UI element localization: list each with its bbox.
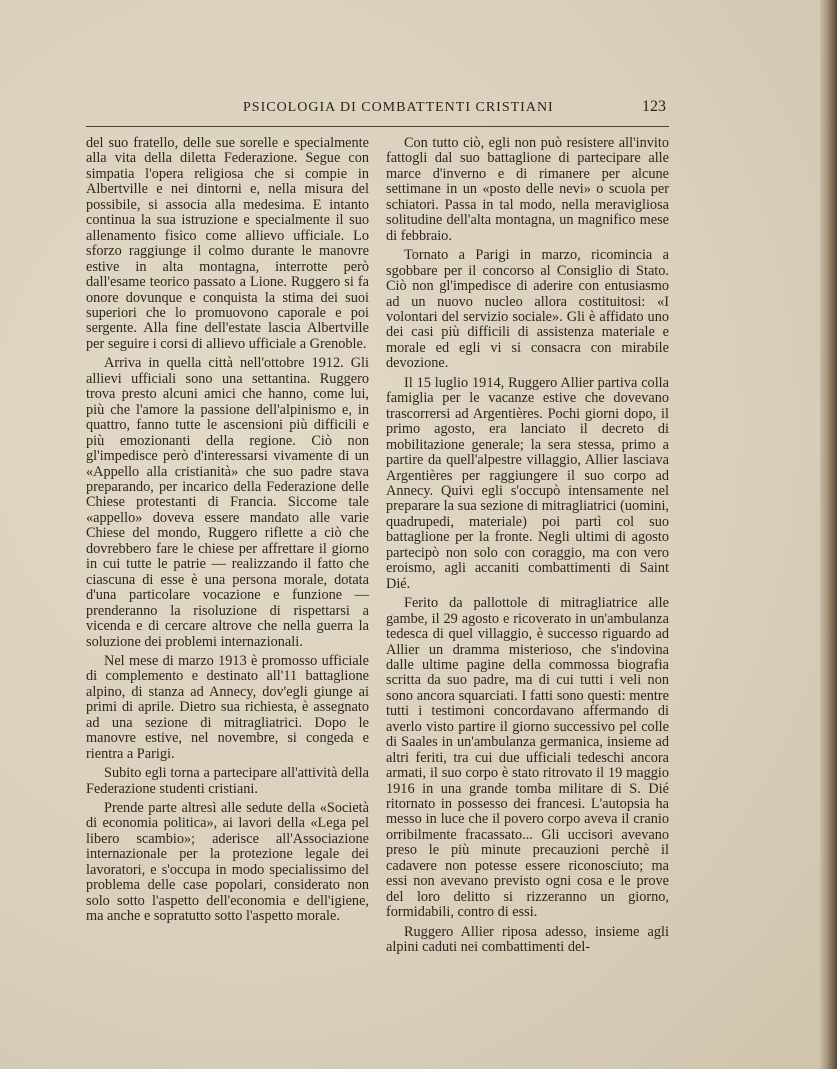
- running-header: [0, 100, 820, 124]
- paragraph: Il 15 luglio 1914, Ruggero Allier partiva colla famiglia per le vacanze estive che dovevano trascorrersi ad Argentières. Pochi giorni dopo, il primo agosto, era lanciato il decreto di mobilitazione generale; la sera stessa, primo a partire da quell'alpestre villaggio, Allier lasciava Argentières per raggiungere il suo corpo ad Annecy. Quivi egli s'occupò intensamente nel preparare la sua sezione di mitragliatrici (uomini, quadrupedi, materiale) poi partì col suo battaglione per la fronte. Negli ultimi di agosto partecipò non solo con coraggio, ma con vero eroismo, agli accaniti combattimenti di Saint Dié.: [386, 374, 669, 592]
- paragraph: Con tutto ciò, egli non può resistere all'invito fattogli dal suo battaglione di partecipare alle marce d'inverno e di rimanere per alcune settimane in un «posto delle nevi» o scuola per schiatori. Passa in tal modo, nella meravigliosa solitudine dell'alta montagna, un magnifico mese di febbraio.: [386, 135, 669, 244]
- paragraph: Arriva in quella città nell'ottobre 1912. Gli allievi ufficiali sono una settantina. Ruggero trova presto alcuni amici che hanno, come lui, più che l'amore la passione dell'alpinismo e, in quattro, fanno tutte le ascensioni più difficili e più emozionanti della regione. Ciò non gl'impedisce però d'interessarsi vivamente di un «Appello alla cristianità» che suo padre stava preparando, per incarico della Federazione delle Chiese protestanti di Francia. Siccome tale «appello» doveva essere mandato alle varie Chiese del mondo, Ruggero riflette a ciò che dovrebbero fare le chiese per affrettare il giorno in cui tutte le patrie — realizzando il fatto che ciascuna di esse è una persona morale, dotata d'una particolare vocazione e funzione — prenderanno la risoluzione di rispettarsi a vicenda e di cercare altrove che nella guerra la soluzione dei problemi internazionali.: [86, 355, 369, 650]
- right-column: [386, 136, 669, 960]
- paragraph: del suo fratello, delle sue sorelle e specialmente alla vita della diletta Federazione. Segue con simpatia l'opera religiosa che si compie in Albertville e nei dintorni e, nella misura del possibile, si associa alla medesima. E intanto continua la sua istruzione e specialmente il suo allenamento fisico come allievo ufficiale. Lo sforzo raggiunge il colmo durante le manovre estive in alta montagna, interrotte però dall'esame teorico passato a Lione. Ruggero si fa onore dovunque e conquista la stima dei suoi superiori che lo promuovono caporale e poi sergente. Alla fine dell'estate lascia Albertville per seguire i corsi di allievo ufficiale a Grenoble.: [86, 135, 369, 352]
- left-column: [86, 136, 369, 929]
- page-edge: [820, 0, 837, 1069]
- header-rule: [86, 126, 669, 127]
- page-number: 123: [642, 98, 666, 115]
- paragraph: Subito egli torna a partecipare all'attività della Federazione studenti cristiani.: [86, 765, 369, 797]
- paragraph: Ferito da pallottole di mitragliatrice alle gambe, il 29 agosto e ricoverato in un'ambulanza tedesca di quel villaggio, è successo riguardo ad Allier un dramma misterioso, che s'indovina dalle ultime pagine della commossa biografia scritta da suo padre, ma di cui tutti i veli non sono ancora squarciati. I fatti sono questi: mentre tutti i testimoni concordavano affermando di averlo visto partire il giorno successivo pel colle di Saales in un'ambulanza germanica, insieme ad altri feriti, tra cui due ufficiali tedeschi ancora armati, il suo corpo è stato ritrovato il 19 maggio 1916 in una grande tomba militare di S. Dié ritornato in possesso dei francesi. L'autopsia ha messo in luce che il povero corpo aveva il cranio orribilmente fracassato... Gli uccisori avevano preso le più minute precauzioni perchè il cadavere non potesse essere riconosciuto; ma essi non avevano previsto ogni cosa e le prove del loro delitto si rizzeranno un giorno, formidabili, contro di essi.: [386, 595, 669, 921]
- running-title: PSICOLOGIA DI COMBATTENTI CRISTIANI: [243, 100, 554, 115]
- paragraph: Nel mese di marzo 1913 è promosso ufficiale di complemento e destinato all'11 battaglione alpino, di stanza ad Annecy, dov'egli giunge ai primi di aprile. Dietro sua richiesta, è assegnato ad una sezione di mitragliatrici. Dopo le manovre estive, nel novembre, si congeda e rientra a Parigi.: [86, 652, 369, 762]
- paragraph: Ruggero Allier riposa adesso, insieme agli alpini caduti nei combattimenti del-: [386, 923, 669, 956]
- paragraph: Tornato a Parigi in marzo, ricomincia a sgobbare per il concorso al Consiglio di Stato. Ciò non gl'impedisce di aderire con entusiasmo ad un nuovo nucleo allora costituitosi: «I volontari del servizio sociale». Gli è affidato uno dei casi più difficili di assistenza materiale e morale ed egli vi si consacra con mirabile devozione.: [386, 247, 669, 372]
- paragraph: Prende parte altresì alle sedute della «Società di economia politica», ai lavori della «Lega pel libero scambio»; aderisce all'Associazione internazionale per la protezione legale dei lavoratori, e s'occupa in modo specialissimo del problema delle case popolari, considerato non solo sotto l'aspetto dell'economia e dell'igiene, ma anche e sopratutto sotto l'aspetto morale.: [86, 800, 369, 925]
